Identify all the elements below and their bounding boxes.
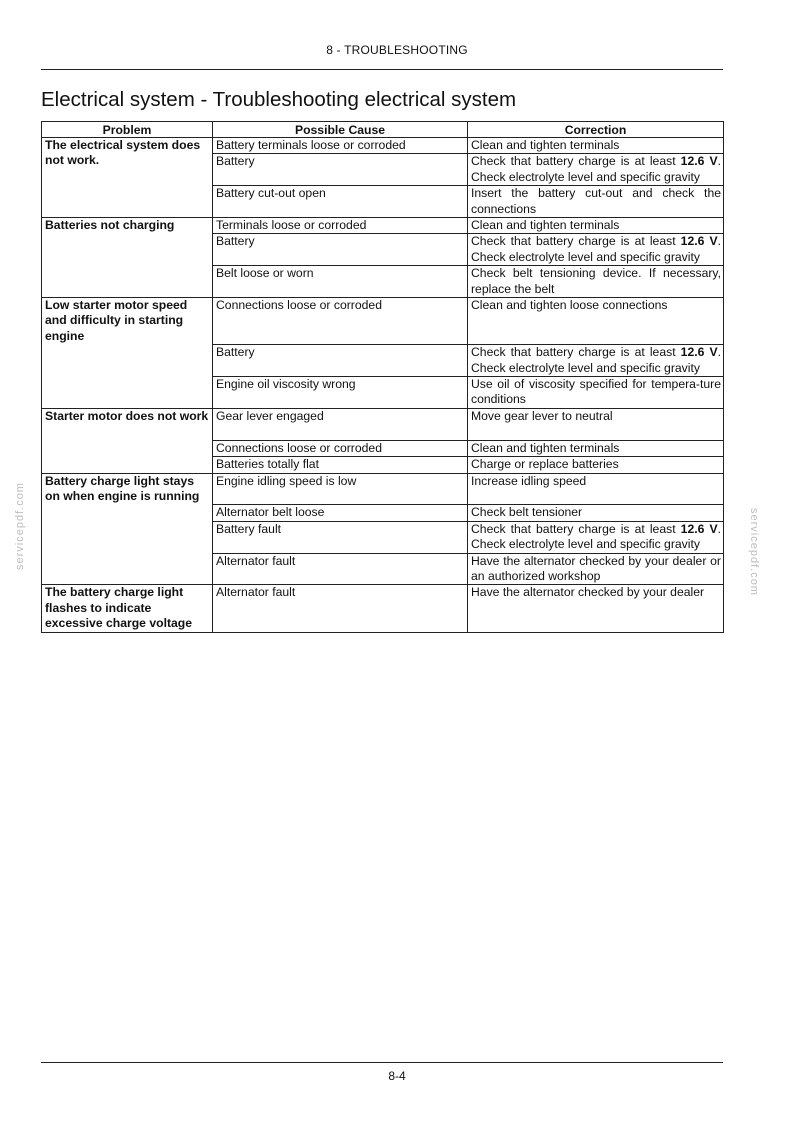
correction-cell: Charge or replace batteries xyxy=(468,457,724,473)
cause-cell: Battery terminals loose or corroded xyxy=(213,138,468,154)
cause-cell: Battery cut-out open xyxy=(213,186,468,218)
header-problem: Problem xyxy=(42,122,213,138)
problem-cell: Battery charge light stays on when engine is running xyxy=(42,473,213,585)
problem-cell: The electrical system does not work. xyxy=(42,138,213,218)
voltage-value: 12.6 V xyxy=(680,154,718,169)
correction-cell: Check that battery charge is at least 12.6 V. Check electrolyte level and specific gravity xyxy=(468,345,724,377)
troubleshooting-table xyxy=(41,121,724,633)
table-row xyxy=(42,218,724,234)
correction-cell: Use oil of viscosity specified for tempera-ture conditions xyxy=(468,377,724,409)
table-header-row xyxy=(42,122,724,138)
header-rule xyxy=(41,69,723,70)
voltage-value: 12.6 V xyxy=(680,234,718,249)
correction-cell: Have the alternator checked by your dealer xyxy=(468,585,724,632)
footer-rule xyxy=(41,1062,723,1063)
page-number: 8-4 xyxy=(388,1069,406,1083)
correction-cell: Clean and tighten loose connections xyxy=(468,298,724,345)
voltage-value: 12.6 V xyxy=(680,345,718,360)
problem-cell: Starter motor does not work xyxy=(42,408,213,473)
cause-cell: Engine oil viscosity wrong xyxy=(213,377,468,409)
watermark-right: servicepdf.com xyxy=(748,508,760,596)
correction-cell: Check that battery charge is at least 12.6 V. Check electrolyte level and specific gravity xyxy=(468,154,724,186)
cause-cell: Belt loose or worn xyxy=(213,266,468,298)
cause-cell: Battery xyxy=(213,345,468,377)
cause-cell: Alternator fault xyxy=(213,553,468,585)
cause-cell: Battery xyxy=(213,154,468,186)
page-title: Electrical system - Troubleshooting electrical system xyxy=(41,88,517,111)
cause-cell: Terminals loose or corroded xyxy=(213,218,468,234)
correction-cell: Check that battery charge is at least 12.6 V. Check electrolyte level and specific gravity xyxy=(468,521,724,553)
correction-cell: Check belt tensioning device. If necessary, replace the belt xyxy=(468,266,724,298)
table-row xyxy=(42,138,724,154)
problem-cell: The battery charge light flashes to indicate excessive charge voltage xyxy=(42,585,213,632)
header-possible-cause: Possible Cause xyxy=(213,122,468,138)
table-body xyxy=(42,138,724,633)
cause-cell: Gear lever engaged xyxy=(213,408,468,440)
running-header: 8 - TROUBLESHOOTING xyxy=(326,43,468,57)
correction-cell: Clean and tighten terminals xyxy=(468,218,724,234)
correction-cell: Insert the battery cut-out and check the connections xyxy=(468,186,724,218)
voltage-value: 12.6 V xyxy=(680,521,718,536)
cause-cell: Batteries totally flat xyxy=(213,457,468,473)
correction-cell: Move gear lever to neutral xyxy=(468,408,724,440)
cause-cell: Alternator fault xyxy=(213,585,468,632)
table-row xyxy=(42,408,724,440)
correction-cell: Have the alternator checked by your dealer or an authorized workshop xyxy=(468,553,724,585)
correction-cell: Increase idling speed xyxy=(468,473,724,505)
table-row xyxy=(42,473,724,505)
correction-cell: Clean and tighten terminals xyxy=(468,138,724,154)
cause-cell: Engine idling speed is low xyxy=(213,473,468,505)
correction-cell: Check that battery charge is at least 12.6 V. Check electrolyte level and specific gravity xyxy=(468,234,724,266)
correction-cell: Clean and tighten terminals xyxy=(468,440,724,456)
watermark-left: servicepdf.com xyxy=(14,482,26,570)
cause-cell: Battery fault xyxy=(213,521,468,553)
cause-cell: Connections loose or corroded xyxy=(213,440,468,456)
cause-cell: Alternator belt loose xyxy=(213,505,468,521)
cause-cell: Battery xyxy=(213,234,468,266)
correction-cell: Check belt tensioner xyxy=(468,505,724,521)
problem-cell: Batteries not charging xyxy=(42,218,213,298)
cause-cell: Connections loose or corroded xyxy=(213,298,468,345)
table-row xyxy=(42,298,724,345)
header-correction: Correction xyxy=(468,122,724,138)
problem-cell: Low starter motor speed and difficulty in starting engine xyxy=(42,298,213,409)
table-row xyxy=(42,585,724,632)
